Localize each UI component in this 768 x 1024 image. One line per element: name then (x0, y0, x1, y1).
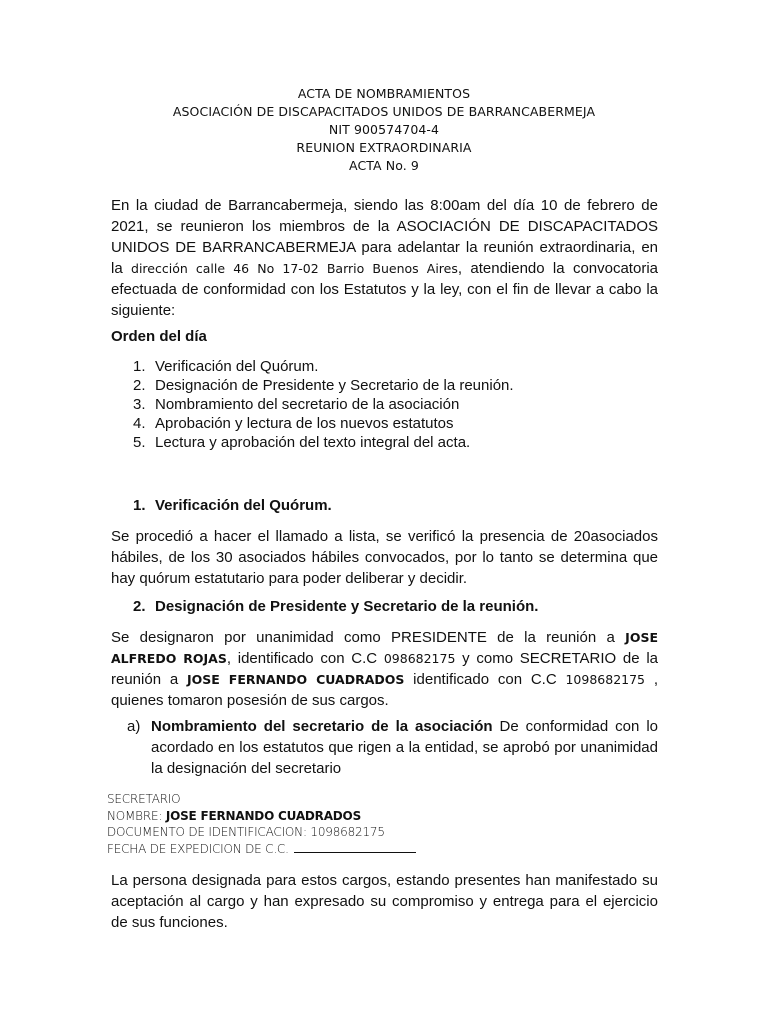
subsection-a-title: Nombramiento del secretario de la asociación (151, 718, 493, 735)
president-name: JOSE ALFREDO ROJAS (111, 630, 658, 666)
header-line-4: REUNION EXTRAORDINARIA (296, 140, 472, 155)
name-value: JOSE FERNANDO CUADRADOS (165, 808, 362, 823)
header-line-5: ACTA No. 9 (349, 158, 419, 173)
section-2-text: , identificado con C.C (226, 650, 384, 667)
subsection-a-body: De conformidad con lo acordado en los estatutos que rigen a la entidad, se aprobó por unanimidad la designación del secretario (151, 718, 658, 777)
header-line-3: NIT 900574704-4 (328, 122, 440, 137)
section-2-title-text: Designación de Presidente y Secretario de la reunión. (155, 598, 539, 615)
subsection-a (127, 716, 658, 779)
agenda-item (133, 433, 514, 452)
agenda-item-text: Lectura y aprobación del texto integral del acta. (155, 434, 471, 451)
section-1-number: 1. (133, 497, 146, 514)
secretary-name-line (107, 808, 416, 825)
agenda-item-number: 4. (133, 415, 146, 432)
intro-text-1: En la ciudad de Barrancabermeja, siendo las 8:00am del día 10 de febrero de 2021, se reunieron los miembros de la ASOCIACIÓN DE DISCAPACITADOS UNIDOS DE BARRANCABERMEJA para adelantar la reunión extraordinaria, en la (111, 197, 658, 277)
agenda-item (133, 414, 514, 433)
section-1-body: Se procedió a hacer el llamado a lista, se verificó la presencia de 20asociados hábiles, de los 30 asociados hábiles convocados, por lo tanto se determina que hay quórum estatutario para poder deliberar y decidir. (111, 528, 658, 587)
section-1-title (133, 497, 332, 514)
agenda-list (133, 357, 514, 452)
secretary-id: 1098682175 (565, 672, 646, 687)
agenda-item (133, 357, 514, 376)
header-line-1: ACTA DE NOMBRAMIENTOS (297, 86, 471, 101)
section-2-text: identificado con C.C (404, 671, 566, 688)
secretary-name: JOSE FERNANDO CUADRADOS (186, 672, 405, 687)
section-2-text: , quienes tomaron posesión de sus cargos. (111, 671, 658, 709)
secretary-role: SECRETARIO (107, 792, 181, 806)
section-2-number: 2. (133, 598, 146, 615)
intro-address: dirección calle 46 No 17-02 Barrio Buenos Aires (131, 261, 458, 276)
section-1-title-text: Verificación del Quórum. (155, 497, 332, 514)
agenda-item-text: Designación de Presidente y Secretario de la reunión. (155, 377, 514, 394)
section-2-text: y como SECRETARIO de la reunión a (111, 650, 659, 688)
agenda-item (133, 376, 514, 395)
agenda-item-number: 1. (133, 358, 146, 375)
section-2-body (111, 627, 658, 711)
date-label: FECHA DE EXPEDICION DE C.C. (107, 841, 293, 856)
intro-text-2: , atendiendo la convocatoria efectuada de conformidad con los Estatutos y la ley, con el fin de llevar a cabo la siguiente: (111, 260, 658, 319)
secretary-date-line (107, 841, 416, 858)
agenda-item-number: 2. (133, 377, 146, 394)
agenda-item-text: Nombramiento del secretario de la asociación (155, 396, 460, 413)
secretary-document-line: DOCUMENTO DE IDENTIFICACION: 1098682175 (107, 825, 385, 839)
agenda-title: Orden del día (111, 328, 207, 345)
section-2-text: Se designaron por unanimidad como PRESIDENTE de la reunión a (111, 629, 626, 646)
closing-paragraph: La persona designada para estos cargos, estando presentes han manifestado su aceptación al cargo y han expresado su compromiso y entrega para el ejercicio de sus funciones. (111, 872, 658, 931)
document-header (0, 85, 768, 175)
president-id: 098682175 (383, 651, 456, 666)
agenda-item-text: Aprobación y lectura de los nuevos estatutos (155, 415, 454, 432)
agenda-item (133, 395, 514, 414)
agenda-item-text: Verificación del Quórum. (155, 358, 319, 375)
header-line-2: ASOCIACIÓN DE DISCAPACITADOS UNIDOS DE BARRANCABERMEJA (172, 104, 596, 119)
agenda-item-number: 3. (133, 396, 146, 413)
subsection-a-label: a) (127, 718, 141, 735)
section-2-title (133, 598, 538, 615)
name-label: NOMBRE: (107, 808, 166, 823)
subsection-a-text (151, 716, 658, 779)
agenda-item-number: 5. (133, 434, 146, 451)
intro-paragraph (111, 195, 658, 321)
date-blank-line (294, 842, 416, 853)
secretary-data-block (107, 791, 416, 857)
